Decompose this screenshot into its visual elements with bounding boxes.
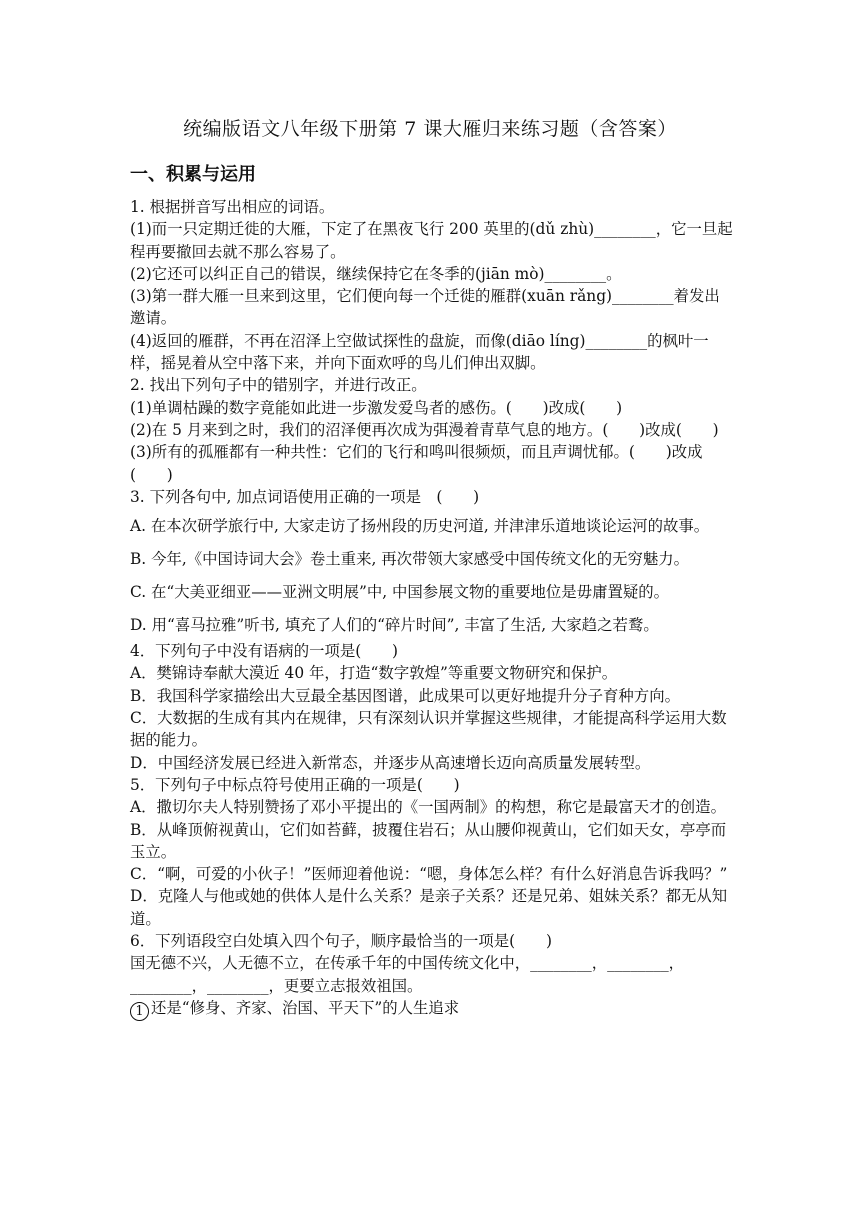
q3-option-b: B. 今年,《中国诗词大会》卷土重来, 再次带领大家感受中国传统文化的无穷魅力。 [130, 550, 690, 569]
q6-passage: 国无德不兴，人无德不立，在传承千年的中国传统文化中，________，________，________，________，更要立志报效祖国。 [130, 954, 685, 995]
q4-option-a: A．樊锦诗奉献大漠近 40 年，打造“数字敦煌”等重要文物研究和保护。 [130, 664, 618, 683]
section-heading: 一、积累与运用 [130, 164, 256, 185]
document-title: 统编版语文八年级下册第 7 课大雁归来练习题（含答案） [183, 118, 677, 140]
q6-sentence-1-text: 还是“修身、齐家、治国、平天下”的人生追求 [151, 998, 460, 1017]
q2-item-1: (1)单调枯躁的数字竟能如此进一步激发爱鸟者的感伤。( )改成( ) [130, 398, 623, 417]
q3-stem: 3. 下列各句中, 加点词语使用正确的一项是 ( ) [130, 487, 480, 506]
q1-item-2: (2)它还可以纠正自己的错误，继续保持它在冬季的(jiān mò)________。 [130, 264, 622, 283]
q4-stem: 4．下列句子中没有语病的一项是( ) [130, 642, 399, 661]
q1-item-1: (1)而一只定期迁徙的大雁，下定了在黑夜飞行 200 英里的(dǔ zhù)________，它一旦起程再要撤回去就不那么容易了。 [130, 220, 733, 261]
q5-option-d: D．克隆人与他或她的供体人是什么关系？是亲子关系？还是兄弟、姐妹关系？都无从知道。 [130, 887, 728, 928]
q2-item-2: (2)在 5 月来到之时，我们的沼泽便再次成为弭漫着青草气息的地方。( )改成( ) [130, 420, 719, 439]
q5-option-a: A．撒切尔夫人特别赞扬了邓小平提出的《一国两制》的构想，称它是最富天才的创造。 [130, 798, 726, 817]
q1-item-3: (3)第一群大雁一旦来到这里，它们便向每一个迁徙的雁群(xuān rǎng)________着发出邀请。 [130, 287, 720, 328]
circled-number-marker: 1 [130, 1002, 149, 1021]
q5-stem: 5．下列句子中标点符号使用正确的一项是( ) [130, 775, 460, 794]
q5-option-b: B．从峰顶俯视黄山，它们如苔藓，披覆住岩石；从山腰仰视黄山，它们如天女，亭亭而玉立。 [130, 820, 727, 861]
q3-option-c: C. 在“大美亚细亚——亚洲文明展”中, 中国参展文物的重要地位是毋庸置疑的。 [130, 583, 670, 602]
document-body [130, 196, 734, 1021]
q1-item-4: (4)返回的雁群，不再在沼泽上空做试探性的盘旋，而像(diāo líng)________的枫叶一样，摇晃着从空中落下来，并向下面欢呼的鸟儿们伸出双脚。 [130, 331, 709, 373]
q6-stem: 6．下列语段空白处填入四个句子，顺序最恰当的一项是( ) [130, 932, 552, 951]
q5-option-c: C．“啊，可爱的小伙子！”医师迎着他说：“嗯，身体怎么样？有什么好消息告诉我吗？” [130, 865, 728, 884]
q4-option-b: B．我国科学家描绘出大豆最全基因图谱，此成果可以更好地提升分子育种方向。 [130, 686, 680, 705]
q3-option-d: D. 用“喜马拉雅”听书, 填充了人们的“碎片时间”, 丰富了生活, 大家趋之若鹜。 [130, 616, 659, 635]
q3-option-a: A. 在本次研学旅行中, 大家走访了扬州段的历史河道, 并津津乐道地谈论运河的故事。 [130, 517, 710, 536]
q2-stem: 2. 找出下列句子中的错别字，并进行改正。 [130, 376, 427, 395]
q6-sentence-1 [130, 997, 734, 1021]
q4-option-c: C．大数据的生成有其内在规律，只有深刻认识并掌握这些规律，才能提高科学运用大数据的能力。 [130, 709, 727, 750]
q2-item-3: (3)所有的孤雁都有一种共性：它们的飞行和鸣叫很频烦，而且声调忧郁。( )改成( ) [130, 443, 703, 484]
q4-option-d: D．中国经济发展已经进入新常态，并逐步从高速增长迈向高质量发展转型。 [130, 753, 651, 772]
q1-stem: 1. 根据拼音写出相应的词语。 [130, 198, 335, 216]
